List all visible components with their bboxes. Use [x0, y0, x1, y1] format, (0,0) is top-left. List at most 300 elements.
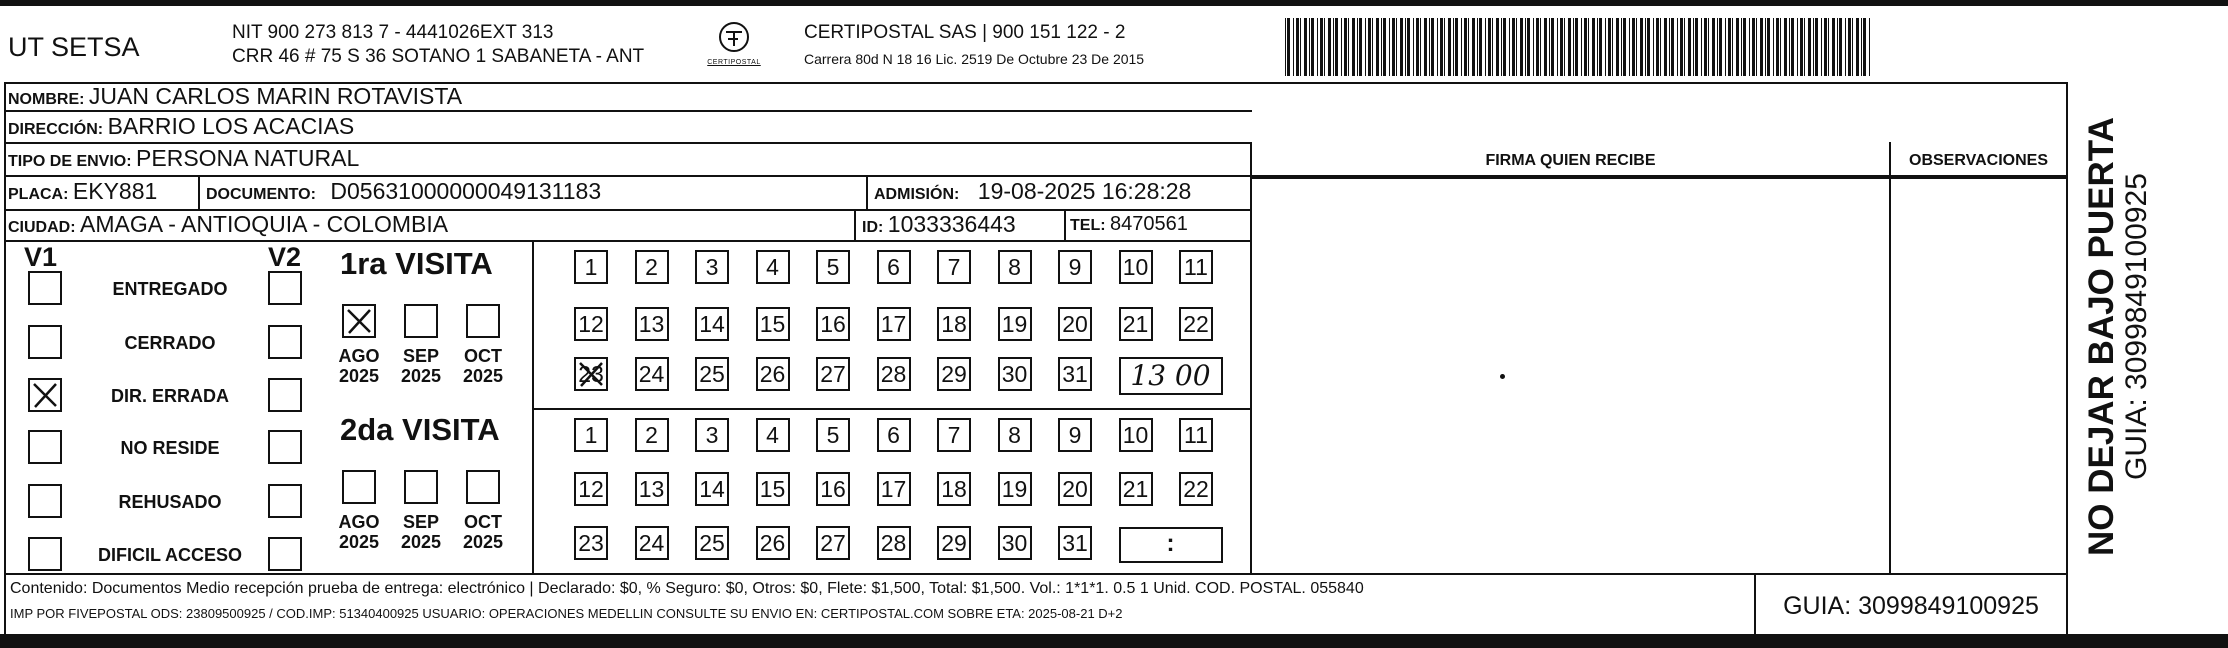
no-dejar-text: NO DEJAR BAJO PUERTA — [2082, 117, 2121, 556]
barcode-bar — [1536, 18, 1539, 76]
day-box[interactable]: 10 — [1119, 418, 1153, 452]
barcode-bar — [1296, 18, 1299, 76]
v1-checkbox[interactable] — [28, 378, 62, 412]
visit1-time[interactable]: 13 00 — [1119, 357, 1223, 395]
month-label: OCT — [464, 512, 502, 532]
day-box[interactable]: 29 — [937, 357, 971, 391]
barcode-bar — [1479, 18, 1482, 76]
barcode-bar — [1773, 18, 1774, 76]
barcode-bar — [1324, 18, 1325, 76]
day-box[interactable]: 30 — [998, 526, 1032, 560]
day-box[interactable]: 9 — [1058, 250, 1092, 284]
barcode-bar — [1804, 18, 1805, 76]
barcode-bar — [1832, 18, 1835, 76]
barcode-bar — [1612, 18, 1613, 76]
barcode-bar — [1623, 18, 1626, 76]
barcode-bar — [1599, 18, 1602, 76]
barcode-bar — [1575, 18, 1578, 76]
tel-row — [1070, 213, 1188, 236]
barcode-bar — [1424, 18, 1427, 76]
day-box[interactable]: 1 — [574, 418, 608, 452]
day-box[interactable]: 29 — [937, 526, 971, 560]
barcode-bar — [1669, 18, 1670, 76]
footer-contenido: Contenido: Documentos Medio recepción prueba de entrega: electrónico | Declarado: $0, % Seguro: $0, Otros: $0, Flete: $1,500, Total: $1,500. Vol.: 1*1*1. 0.5 1 Unid. COD. POSTAL. 055840 — [10, 580, 1364, 597]
month-label: OCT — [464, 346, 502, 366]
barcode-bar — [1335, 18, 1338, 76]
year-label: 2025 — [462, 532, 504, 552]
day-box[interactable]: 18 — [937, 472, 971, 506]
barcode-bar — [1749, 18, 1750, 76]
documento-label: DOCUMENTO: — [206, 186, 316, 203]
certipostal-line: CERTIPOSTAL SAS | 900 151 122 - 2 — [804, 22, 1126, 43]
day-box[interactable]: 22 — [1179, 307, 1213, 341]
admision-value: 19-08-2025 16:28:28 — [977, 178, 1192, 204]
day-box[interactable]: 25 — [695, 357, 729, 391]
day-box[interactable]: 16 — [816, 307, 850, 341]
barcode-bar — [1431, 18, 1434, 76]
barcode-bar — [1821, 18, 1822, 76]
month-checkbox[interactable] — [342, 304, 376, 338]
v1-checkbox[interactable] — [28, 430, 62, 464]
barcode-bar — [1647, 18, 1650, 76]
barcode-bar — [1869, 18, 1870, 76]
barcode-bar — [1461, 18, 1462, 76]
barcode-bar — [1656, 18, 1659, 76]
day-box[interactable]: 7 — [937, 418, 971, 452]
barcode-bar — [1725, 18, 1726, 76]
barcode-bar — [1776, 18, 1779, 76]
barcode-bar — [1455, 18, 1458, 76]
barcode-bar — [1440, 18, 1443, 76]
id-value: 1033336443 — [887, 211, 1016, 237]
barcode-bar — [1839, 18, 1842, 76]
barcode-bar — [1597, 18, 1598, 76]
month-checkbox[interactable] — [404, 304, 438, 338]
barcode-bar — [1743, 18, 1746, 76]
day-box[interactable]: 19 — [998, 472, 1032, 506]
barcode-bar — [1621, 18, 1622, 76]
barcode-bar — [1767, 18, 1770, 76]
year-label: 2025 — [400, 366, 442, 386]
barcode-bar — [1549, 18, 1550, 76]
v2-checkbox[interactable] — [268, 430, 302, 464]
barcode-bar — [1629, 18, 1630, 76]
day-box[interactable]: 24 — [635, 357, 669, 391]
barcode-bar — [1407, 18, 1410, 76]
status-label: NO RESIDE — [120, 438, 220, 458]
barcode-bar — [1341, 18, 1342, 76]
documento-row — [206, 178, 601, 205]
barcode-bar — [1444, 18, 1445, 76]
barcode-bar — [1797, 18, 1798, 76]
barcode-bar — [1573, 18, 1574, 76]
barcode-bar — [1392, 18, 1395, 76]
documento-value: D05631000000049131183 — [330, 178, 602, 204]
day-box[interactable]: 6 — [877, 250, 911, 284]
barcode-bar — [1320, 18, 1323, 76]
v1-checkbox[interactable] — [28, 537, 62, 571]
ciudad-row — [8, 211, 448, 238]
barcode-bar — [1815, 18, 1818, 76]
row-divider — [1252, 177, 2068, 179]
barcode-bar — [1845, 18, 1846, 76]
direccion-value: BARRIO LOS ACACIAS — [107, 113, 355, 139]
day-box[interactable]: 6 — [877, 418, 911, 452]
barcode-bar — [1448, 18, 1451, 76]
barcode-bar — [1420, 18, 1421, 76]
day-box[interactable]: 12 — [574, 307, 608, 341]
barcode-bar — [1405, 18, 1406, 76]
day-box[interactable]: 5 — [816, 250, 850, 284]
barcode-bar — [1736, 18, 1739, 76]
day-box[interactable]: 13 — [635, 307, 669, 341]
barcode-bar — [1824, 18, 1827, 76]
barcode-bar — [1533, 18, 1534, 76]
barcode-bar — [1717, 18, 1718, 76]
barcode-bar — [1741, 18, 1742, 76]
barcode-bar — [1808, 18, 1811, 76]
barcode-bar — [1544, 18, 1547, 76]
col-divider — [198, 175, 200, 209]
day-box[interactable]: 10 — [1119, 250, 1153, 284]
barcode-bar — [1852, 18, 1853, 76]
row-divider — [4, 240, 1252, 242]
month-label: AGO — [338, 512, 380, 532]
barcode-bar — [1664, 18, 1667, 76]
barcode-bar — [1861, 18, 1862, 76]
barcode-bar — [1287, 18, 1290, 76]
barcode-bar — [1429, 18, 1430, 76]
day-box[interactable]: 22 — [1179, 472, 1213, 506]
barcode-bar — [1485, 18, 1486, 76]
barcode-bar — [1645, 18, 1646, 76]
barcode-bar — [1605, 18, 1606, 76]
barcode-bar — [1784, 18, 1787, 76]
day-box[interactable]: 21 — [1119, 472, 1153, 506]
day-box[interactable]: 13 — [635, 472, 669, 506]
col-divider — [1889, 142, 1891, 573]
row-divider — [4, 142, 1252, 144]
ciudad-value: AMAGA - ANTIOQUIA - COLOMBIA — [80, 211, 449, 237]
barcode-bar — [1760, 18, 1763, 76]
barcode-bar — [1300, 18, 1301, 76]
barcode-bar — [1285, 18, 1286, 76]
day-box[interactable]: 23 — [574, 526, 608, 560]
barcode-bar — [1477, 18, 1478, 76]
barcode-bar — [1344, 18, 1347, 76]
visit-divider — [532, 408, 1252, 410]
day-box[interactable]: 23 — [574, 357, 608, 391]
barcode-bar — [1560, 18, 1563, 76]
barcode-bar — [1509, 18, 1510, 76]
barcode-bar — [1671, 18, 1674, 76]
status-label: DIR. ERRADA — [110, 386, 229, 406]
barcode-bar — [1333, 18, 1334, 76]
barcode-bar — [1688, 18, 1691, 76]
day-box[interactable]: 16 — [816, 472, 850, 506]
nit-line: NIT 900 273 813 7 - 4441026EXT 313 — [232, 22, 554, 43]
barcode-bar — [1311, 18, 1314, 76]
barcode — [1285, 18, 1875, 76]
signature-dot — [1500, 374, 1505, 379]
barcode-bar — [1468, 18, 1469, 76]
footer-guia: GUIA: 3099849100925 — [1783, 592, 2039, 620]
day-box[interactable]: 11 — [1179, 418, 1213, 452]
barcode-bar — [1732, 18, 1733, 76]
barcode-bar — [1472, 18, 1475, 76]
day-box[interactable]: 21 — [1119, 307, 1153, 341]
v1-checkbox[interactable] — [28, 325, 62, 359]
direccion-label: DIRECCIÓN: — [8, 121, 104, 138]
status-label: ENTREGADO — [112, 279, 228, 299]
v2-checkbox[interactable] — [268, 484, 302, 518]
day-box[interactable]: 4 — [756, 418, 790, 452]
barcode-bar — [1704, 18, 1707, 76]
day-box[interactable]: 17 — [877, 472, 911, 506]
placa-value: EKY881 — [72, 178, 158, 204]
barcode-bar — [1616, 18, 1619, 76]
barcode-bar — [1520, 18, 1523, 76]
barcode-bar — [1453, 18, 1454, 76]
day-box[interactable]: 20 — [1058, 472, 1092, 506]
day-box[interactable]: 11 — [1179, 250, 1213, 284]
month-label: AGO — [338, 346, 380, 366]
v1-label: V1 — [24, 242, 58, 272]
barcode-bar — [1584, 18, 1587, 76]
barcode-bar — [1293, 18, 1294, 76]
day-box[interactable]: 28 — [877, 526, 911, 560]
barcode-bar — [1396, 18, 1397, 76]
barcode-bar — [1304, 18, 1307, 76]
day-box[interactable]: 24 — [635, 526, 669, 560]
day-box[interactable]: 8 — [998, 418, 1032, 452]
barcode-bar — [1653, 18, 1654, 76]
tel-value: 8470561 — [1110, 213, 1188, 235]
col-divider — [532, 240, 534, 573]
barcode-bar — [1791, 18, 1794, 76]
year-label: 2025 — [338, 532, 380, 552]
v2-checkbox[interactable] — [268, 325, 302, 359]
barcode-bar — [1352, 18, 1355, 76]
day-box[interactable]: 14 — [695, 307, 729, 341]
footer-imp: IMP POR FIVEPOSTAL ODS: 23809500925 / COD.IMP: 51340400925 USUARIO: OPERACIONES MEDELLIN CONSULTE SU ENVIO EN: CERTIPOSTAL.COM SOBRE ETA: 2025-08-21 D+2 — [10, 606, 1123, 621]
barcode-bar — [1660, 18, 1661, 76]
barcode-bar — [1581, 18, 1582, 76]
day-box[interactable]: 3 — [695, 250, 729, 284]
barcode-bar — [1328, 18, 1331, 76]
year-label: 2025 — [338, 366, 380, 386]
barcode-bar — [1389, 18, 1390, 76]
barcode-bar — [1708, 18, 1709, 76]
ciudad-label: CIUDAD: — [8, 219, 76, 236]
v2-label: V2 — [268, 242, 302, 272]
check-x-icon — [344, 306, 374, 336]
barcode-bar — [1719, 18, 1722, 76]
barcode-bar — [1551, 18, 1554, 76]
visit2-time[interactable]: : — [1119, 527, 1223, 563]
barcode-bar — [1828, 18, 1829, 76]
barcode-bar — [1400, 18, 1403, 76]
barcode-bar — [1568, 18, 1571, 76]
barcode-bar — [1413, 18, 1414, 76]
day-box[interactable]: 31 — [1058, 526, 1092, 560]
day-box[interactable]: 5 — [816, 418, 850, 452]
day-box[interactable]: 4 — [756, 250, 790, 284]
barcode-bar — [1512, 18, 1515, 76]
barcode-bar — [1527, 18, 1530, 76]
day-box[interactable]: 15 — [756, 472, 790, 506]
day-box[interactable]: 28 — [877, 357, 911, 391]
month-checkbox[interactable] — [342, 470, 376, 504]
barcode-bar — [1557, 18, 1558, 76]
barcode-bar — [1525, 18, 1526, 76]
footer-divider — [4, 573, 2068, 575]
barcode-bar — [1765, 18, 1766, 76]
day-box[interactable]: 2 — [635, 418, 669, 452]
nombre-value: JUAN CARLOS MARIN ROTAVISTA — [88, 83, 463, 109]
barcode-bar — [1728, 18, 1731, 76]
status-label: CERRADO — [124, 333, 216, 353]
day-box[interactable]: 19 — [998, 307, 1032, 341]
month-label: SEP — [402, 346, 440, 366]
col-divider — [1064, 209, 1066, 240]
carrera-line: Carrera 80d N 18 16 Lic. 2519 De Octubre 23 De 2015 — [804, 51, 1145, 67]
day-box[interactable]: 26 — [756, 526, 790, 560]
barcode-bar — [1492, 18, 1493, 76]
check-x-icon — [30, 380, 60, 410]
barcode-bar — [1372, 18, 1373, 76]
v1-checkbox[interactable] — [28, 271, 62, 305]
col-divider — [866, 175, 868, 209]
barcode-bar — [1712, 18, 1715, 76]
side-guia: GUIA: 3099849100925 — [2120, 173, 2153, 480]
month-checkbox[interactable] — [466, 304, 500, 338]
barcode-bar — [1365, 18, 1366, 76]
day-box[interactable]: 17 — [877, 307, 911, 341]
visit2-title: 2da VISITA — [340, 412, 500, 447]
day-box[interactable]: 1 — [574, 250, 608, 284]
direccion-row — [8, 113, 354, 140]
barcode-bar — [1684, 18, 1685, 76]
month-checkbox[interactable] — [466, 470, 500, 504]
day-box[interactable]: 26 — [756, 357, 790, 391]
col-divider — [1250, 142, 1252, 573]
v2-checkbox[interactable] — [268, 378, 302, 412]
barcode-bar — [1564, 18, 1565, 76]
month-checkbox[interactable] — [404, 470, 438, 504]
barcode-bar — [1516, 18, 1517, 76]
barcode-bar — [1496, 18, 1499, 76]
barcode-bar — [1501, 18, 1502, 76]
barcode-bar — [1608, 18, 1611, 76]
id-row — [862, 211, 1016, 238]
tipo-envio-label: TIPO DE ENVIO: — [8, 153, 132, 170]
day-box[interactable]: 15 — [756, 307, 790, 341]
barcode-bar — [1693, 18, 1694, 76]
barcode-bar — [1383, 18, 1386, 76]
barcode-bar — [1636, 18, 1637, 76]
barcode-bar — [1640, 18, 1643, 76]
barcode-bar — [1381, 18, 1382, 76]
barcode-bar — [1780, 18, 1781, 76]
tipo-envio-value: PERSONA NATURAL — [136, 145, 360, 171]
day-box[interactable]: 18 — [937, 307, 971, 341]
certipostal-logo — [700, 20, 768, 66]
barcode-bar — [1695, 18, 1698, 76]
barcode-bar — [1677, 18, 1678, 76]
day-box[interactable]: 12 — [574, 472, 608, 506]
address-line: CRR 46 # 75 S 36 SOTANO 1 SABANETA - ANT — [232, 46, 645, 67]
barcode-bar — [1752, 18, 1755, 76]
v1-checkbox[interactable] — [28, 484, 62, 518]
v2-checkbox[interactable] — [268, 271, 302, 305]
barcode-bar — [1592, 18, 1595, 76]
barcode-bar — [1357, 18, 1358, 76]
nombre-label: NOMBRE: — [8, 91, 85, 108]
year-label: 2025 — [400, 532, 442, 552]
barcode-bar — [1416, 18, 1419, 76]
firma-header: FIRMA QUIEN RECIBE — [1485, 152, 1656, 169]
barcode-bar — [1359, 18, 1362, 76]
day-box[interactable]: 14 — [695, 472, 729, 506]
barcode-bar — [1376, 18, 1379, 76]
barcode-bar — [1503, 18, 1506, 76]
barcode-bar — [1800, 18, 1803, 76]
logo-icon — [716, 20, 752, 54]
day-box[interactable]: 3 — [695, 418, 729, 452]
col-divider — [2066, 142, 2068, 573]
barcode-bar — [1317, 18, 1318, 76]
day-box[interactable]: 8 — [998, 250, 1032, 284]
v2-checkbox[interactable] — [268, 537, 302, 571]
tipo-envio-row — [8, 145, 359, 172]
barcode-bar — [1632, 18, 1635, 76]
day-box[interactable]: 2 — [635, 250, 669, 284]
day-box[interactable]: 7 — [937, 250, 971, 284]
top-border — [0, 0, 2228, 6]
logo-text: CERTIPOSTAL — [707, 59, 761, 66]
barcode-bar — [1789, 18, 1790, 76]
month-label: SEP — [402, 512, 440, 532]
placa-row — [8, 178, 157, 205]
day-box[interactable]: 30 — [998, 357, 1032, 391]
year-label: 2025 — [462, 366, 504, 386]
id-label: ID: — [862, 219, 884, 236]
day-box[interactable]: 9 — [1058, 418, 1092, 452]
day-box[interactable]: 27 — [816, 357, 850, 391]
day-box[interactable]: 20 — [1058, 307, 1092, 341]
barcode-bar — [1813, 18, 1814, 76]
status-label: REHUSADO — [118, 492, 222, 512]
placa-label: PLACA: — [8, 186, 69, 203]
company-name: UT SETSA — [8, 32, 140, 62]
barcode-bar — [1756, 18, 1757, 76]
observaciones-header: OBSERVACIONES — [1909, 152, 2048, 169]
day-box[interactable]: 31 — [1058, 357, 1092, 391]
admision-row — [874, 178, 1191, 205]
barcode-bar — [1848, 18, 1851, 76]
barcode-bar — [1309, 18, 1310, 76]
visit1-title: 1ra VISITA — [340, 246, 493, 281]
tel-label: TEL: — [1070, 217, 1106, 234]
nombre-row — [8, 83, 462, 110]
barcode-bar — [1540, 18, 1541, 76]
check-x-icon — [576, 359, 606, 389]
row-divider — [4, 110, 1252, 112]
day-box[interactable]: 27 — [816, 526, 850, 560]
day-box[interactable]: 25 — [695, 526, 729, 560]
admision-label: ADMISIÓN: — [874, 186, 960, 203]
